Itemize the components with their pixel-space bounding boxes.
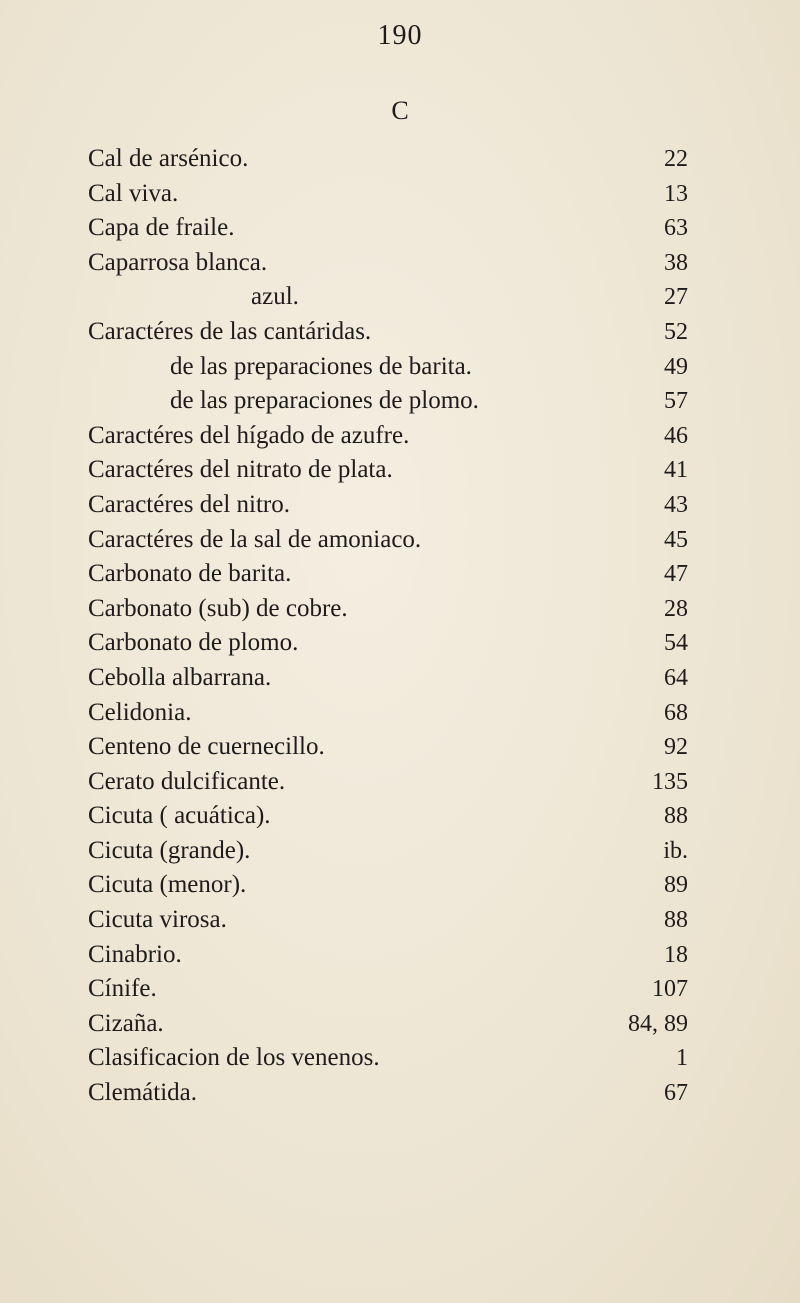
index-page-ref: 57 <box>664 388 688 415</box>
index-page-ref: 64 <box>664 664 688 691</box>
index-entry <box>88 488 688 523</box>
index-term: Cinabrio. <box>88 940 182 968</box>
index-entry <box>88 211 688 246</box>
index-entry <box>88 661 688 696</box>
index-term: Cicuta virosa. <box>88 906 227 934</box>
index-entry <box>88 280 688 315</box>
index-entry <box>88 1041 688 1076</box>
index-term: Cínife. <box>88 975 157 1003</box>
index-page-ref: 45 <box>664 526 688 553</box>
index-entry <box>88 523 688 558</box>
index-page-ref: 68 <box>664 699 688 726</box>
index-page-ref: 46 <box>664 422 688 449</box>
index-page-ref: 47 <box>664 561 688 588</box>
index-term: Caractéres de las cantáridas. <box>88 317 372 345</box>
index-term: Cal de arsénico. <box>88 145 249 172</box>
index-page-ref: 18 <box>664 941 688 968</box>
index-page-ref: 38 <box>664 249 688 276</box>
index-entry <box>88 1076 688 1111</box>
index-page-ref: 107 <box>652 976 688 1003</box>
index-page-ref: 22 <box>664 146 688 172</box>
index-page-ref: 43 <box>664 491 688 518</box>
index-page-ref: ib. <box>663 837 688 864</box>
index-entry <box>88 868 688 903</box>
index-entry <box>88 765 688 800</box>
index-term: Cicuta (menor). <box>88 871 247 899</box>
index-page-ref: 54 <box>664 630 688 657</box>
index-term: Carbonato de barita. <box>88 560 292 588</box>
index-term: Cicuta (grande). <box>88 836 251 864</box>
index-entry <box>88 177 688 212</box>
index-list <box>88 142 688 1111</box>
index-entry <box>88 592 688 627</box>
index-entry <box>88 557 688 592</box>
index-term: Clasificacion de los venenos. <box>88 1044 380 1072</box>
index-page-ref: 88 <box>664 803 688 830</box>
index-term: Caractéres del nitrato de plata. <box>88 456 393 484</box>
index-term: Caractéres del nitro. <box>88 490 290 518</box>
index-entry <box>88 972 688 1007</box>
index-term: Carbonato de plomo. <box>88 629 299 657</box>
index-term: Centeno de cuernecillo. <box>88 733 325 761</box>
index-entry <box>88 453 688 488</box>
index-entry <box>88 730 688 765</box>
index-entry <box>88 834 688 869</box>
index-term: Caractéres del hígado de azufre. <box>88 421 410 449</box>
index-entry <box>88 142 688 177</box>
section-letter: C <box>391 96 409 125</box>
index-page-ref: 67 <box>664 1080 688 1107</box>
index-term: de las preparaciones de barita. <box>170 352 472 380</box>
index-term: Caparrosa blanca. <box>88 248 268 276</box>
index-term: de las preparaciones de plomo. <box>170 387 479 415</box>
index-page-ref: 135 <box>652 768 688 795</box>
index-entry <box>88 903 688 938</box>
index-entry <box>88 696 688 731</box>
index-page-ref: 13 <box>664 180 688 207</box>
index-term: Celidonia. <box>88 698 192 726</box>
index-entry <box>88 626 688 661</box>
index-entry <box>88 419 688 454</box>
index-term: Cebolla albarrana. <box>88 663 272 691</box>
index-page-ref: 63 <box>664 215 688 242</box>
index-page-ref: 41 <box>664 457 688 484</box>
index-page-ref: 92 <box>664 734 688 761</box>
index-entry <box>88 246 688 281</box>
index-page-ref: 49 <box>664 353 688 380</box>
index-entry <box>88 315 688 350</box>
index-page-ref: 28 <box>664 595 688 622</box>
index-term: Cizaña. <box>88 1009 164 1037</box>
index-term: Cerato dulcificante. <box>88 767 286 795</box>
index-page-ref: 88 <box>664 907 688 934</box>
index-entry <box>88 384 688 419</box>
index-page-ref: 89 <box>664 872 688 899</box>
index-term: azul. <box>251 283 299 311</box>
index-page-ref: 27 <box>664 284 688 311</box>
index-entry <box>88 1007 688 1042</box>
index-page-ref: 1 <box>676 1045 688 1072</box>
index-page-ref: 84, 89 <box>628 1010 688 1037</box>
index-entry <box>88 799 688 834</box>
index-entry <box>88 938 688 973</box>
index-term: Capa de fraile. <box>88 214 235 242</box>
index-term: Cicuta ( acuática). <box>88 802 271 830</box>
page-number: 190 <box>377 20 423 51</box>
index-term: Carbonato (sub) de cobre. <box>88 594 348 622</box>
index-term: Cal viva. <box>88 179 179 207</box>
index-page-ref: 52 <box>664 318 688 345</box>
index-term: Clemátida. <box>88 1079 197 1107</box>
index-term: Caractéres de la sal de amoniaco. <box>88 525 422 553</box>
index-entry <box>88 350 688 385</box>
